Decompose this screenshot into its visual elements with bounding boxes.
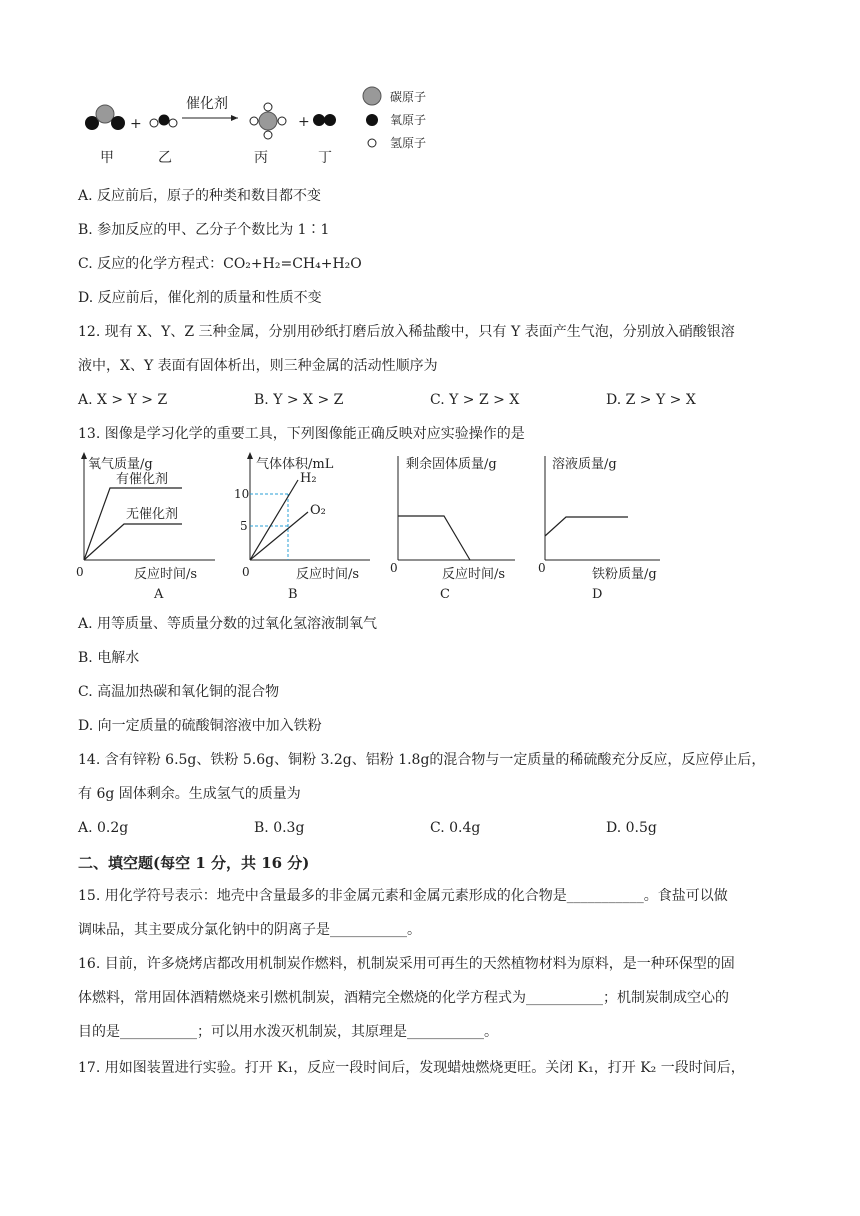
legend — [363, 87, 426, 150]
graph-a-letter: A — [154, 587, 164, 602]
q12-option-b: B. Y > X > Z — [254, 392, 344, 408]
q13-option-b: B. 电解水 — [78, 650, 140, 666]
label-bing: 丙 — [254, 150, 268, 166]
line-o2 — [250, 512, 308, 560]
label-jia: 甲 — [100, 150, 114, 166]
graph-a-ylabel: 氧气质量/g — [88, 457, 153, 472]
line-h2 — [250, 480, 298, 560]
carbon-atom-icon — [363, 87, 381, 105]
q17-line1: 17. 用如图装置进行实验。打开 K₁，反应一段时间后，发现蜡烛燃烧更旺。关闭 K₁，打开 K₂ 一段时间后， — [78, 1060, 745, 1076]
graph-b-h2-label: H₂ — [300, 471, 317, 486]
q16-line3: 目的是___________；可以用水泼灭机制炭，其原理是___________。 — [78, 1024, 498, 1040]
label-yi: 乙 — [158, 150, 172, 166]
q12-option-c: C. Y > Z > X — [430, 392, 520, 408]
q14-option-c: C. 0.4g — [430, 820, 481, 836]
legend-oxygen: 氧原子 — [390, 113, 427, 127]
plus-sign: + — [130, 116, 142, 132]
molecule-ding — [313, 114, 336, 126]
graph-c — [390, 456, 515, 602]
catalyst-label: 催化剂 — [186, 96, 228, 112]
axis-arrow-icon — [247, 452, 253, 459]
graph-d-letter: D — [592, 587, 603, 602]
section-heading-fill-in: 二、填空题(每空 1 分，共 16 分) — [78, 854, 310, 872]
reaction-diagram — [78, 80, 478, 170]
curve-without-catalyst — [84, 524, 182, 560]
graph-a-curve1-label: 有催化剂 — [116, 472, 169, 487]
q11-option-a: A. 反应前后，原子的种类和数目都不变 — [78, 188, 322, 204]
q11-option-d: D. 反应前后，催化剂的质量和性质不变 — [78, 290, 322, 306]
graph-c-origin: 0 — [390, 561, 398, 575]
q11-option-b: B. 参加反应的甲、乙分子个数比为 1∶1 — [78, 222, 330, 238]
graph-d-ylabel: 溶液质量/g — [552, 457, 617, 472]
q12-stem-line1: 12. 现有 X、Y、Z 三种金属，分别用砂纸打磨后放入稀盐酸中，只有 Y 表面产生气泡，分别放入硝酸银溶 — [78, 324, 735, 340]
q14-option-a: A. 0.2g — [78, 820, 129, 836]
q15-line2: 调味品，其主要成分氯化钠中的阴离子是___________。 — [78, 922, 421, 938]
graph-a-xlabel: 反应时间/s — [134, 567, 198, 582]
q13-option-d: D. 向一定质量的硫酸铜溶液中加入铁粉 — [78, 718, 322, 734]
q13-graphs — [70, 448, 670, 608]
molecule-yi — [150, 115, 177, 128]
q11-option-c: C. 反应的化学方程式：CO₂+H₂=CH₄+H₂O — [78, 256, 362, 272]
graph-b-tick-5: 5 — [240, 519, 248, 533]
graph-c-ylabel: 剩余固体质量/g — [406, 457, 497, 472]
q12-stem-line2: 液中，X、Y 表面有固体析出，则三种金属的活动性顺序为 — [78, 358, 438, 374]
label-ding: 丁 — [318, 150, 332, 166]
graph-b-origin: 0 — [242, 565, 250, 579]
legend-carbon: 碳原子 — [390, 90, 427, 104]
graph-b-o2-label: O₂ — [310, 503, 326, 518]
q16-line2: 体燃料，常用固体酒精燃烧来引燃机制炭，酒精完全燃烧的化学方程式为___________；机制炭制成空心的 — [78, 990, 729, 1006]
q13-option-c: C. 高温加热碳和氧化铜的混合物 — [78, 684, 280, 700]
molecule-jia — [85, 105, 125, 130]
oxygen-atom-icon — [366, 114, 378, 126]
curve-solution-mass — [545, 517, 628, 536]
q12-option-a: A. X > Y > Z — [78, 392, 168, 408]
q12-option-d: D. Z > Y > X — [606, 392, 696, 408]
graph-b — [234, 452, 370, 602]
graph-b-xlabel: 反应时间/s — [296, 567, 360, 582]
graph-d-origin: 0 — [538, 561, 546, 575]
graph-a-curve2-label: 无催化剂 — [126, 507, 179, 522]
graph-b-tick-10: 10 — [234, 487, 250, 501]
q13-stem: 13. 图像是学习化学的重要工具，下列图像能正确反映对应实验操作的是 — [78, 426, 525, 442]
q14-option-b: B. 0.3g — [254, 820, 305, 836]
legend-hydrogen: 氢原子 — [390, 136, 427, 150]
arrow-icon — [231, 115, 238, 121]
graph-a-origin: 0 — [76, 565, 84, 579]
axis-arrow-icon — [81, 452, 87, 459]
graph-a — [76, 452, 215, 602]
molecule-bing — [250, 103, 286, 139]
q14-option-d: D. 0.5g — [606, 820, 657, 836]
q13-option-a: A. 用等质量、等质量分数的过氧化氢溶液制氧气 — [78, 616, 378, 632]
curve-remaining-solid — [398, 516, 470, 560]
q14-stem-line1: 14. 含有锌粉 6.5g、铁粉 5.6g、铜粉 3.2g、铝粉 1.8g的混合物与一定质量的稀硫酸充分反应，反应停止后， — [78, 752, 766, 768]
graph-d — [538, 456, 660, 602]
q16-line1: 16. 目前，许多烧烤店都改用机制炭作燃料，机制炭采用可再生的天然植物材料为原料，是一种环保型的固 — [78, 956, 735, 972]
graph-b-ylabel: 气体体积/mL — [256, 457, 334, 472]
graph-c-letter: C — [440, 587, 450, 602]
q15-line1: 15. 用化学符号表示：地壳中含量最多的非金属元素和金属元素形成的化合物是___________。食盐可以做 — [78, 888, 728, 904]
graph-b-letter: B — [288, 587, 298, 602]
graph-c-xlabel: 反应时间/s — [442, 567, 506, 582]
plus-sign-2: + — [298, 114, 310, 130]
graph-d-xlabel: 铁粉质量/g — [592, 567, 657, 582]
hydrogen-atom-icon — [368, 139, 376, 147]
q14-stem-line2: 有 6g 固体剩余。生成氢气的质量为 — [78, 786, 301, 802]
